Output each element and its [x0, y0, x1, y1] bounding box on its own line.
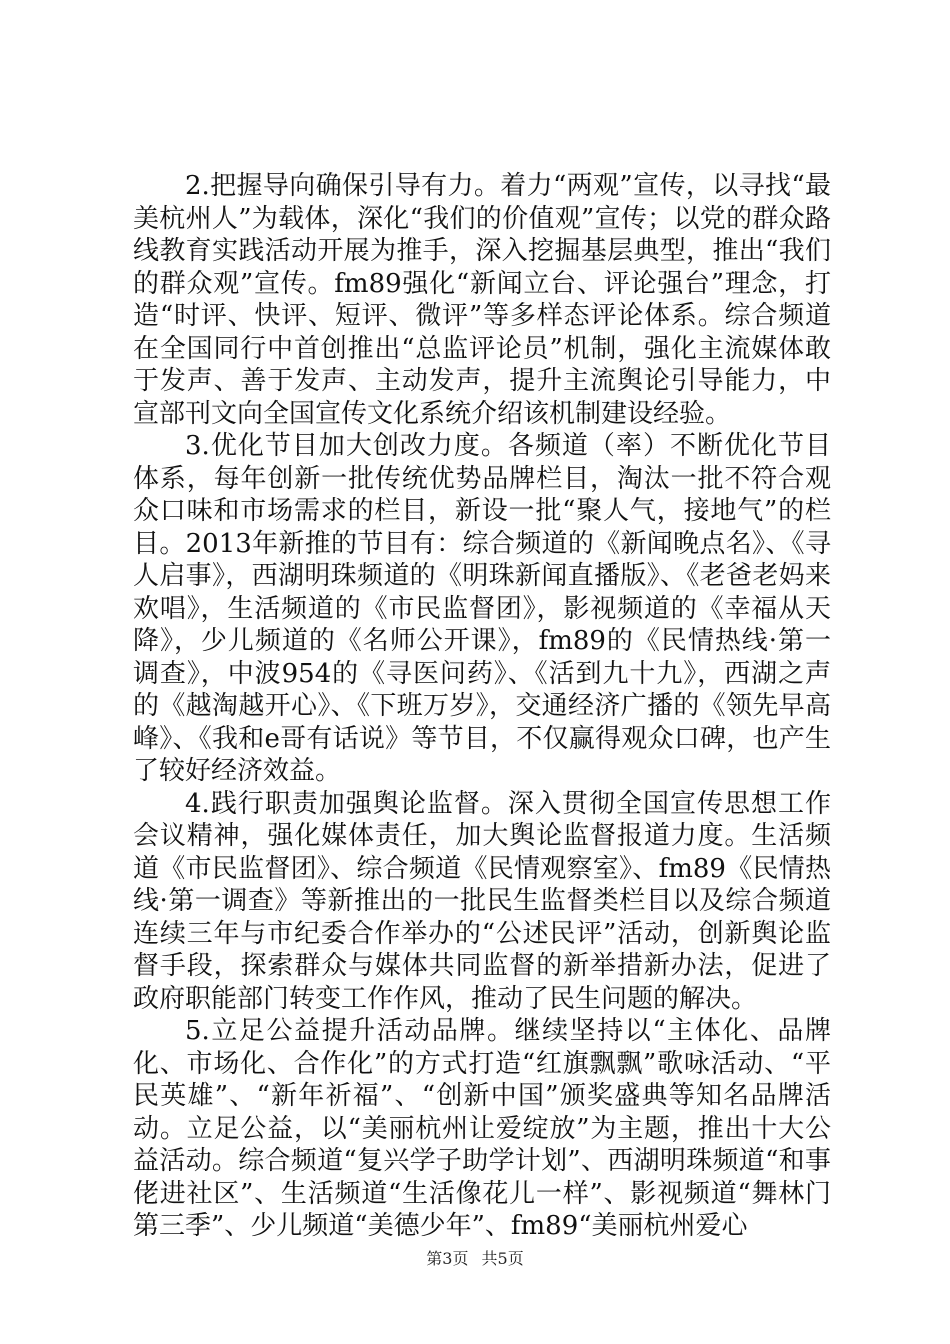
document-body — [133, 170, 831, 1243]
paragraph-4: 4.践行职责加强舆论监督。深入贯彻全国宣传思想工作会议精神，强化媒体责任，加大舆论监督报道力度。生活频道《市民监督团》、综合频道《民情观察室》、fm89《民情热线·第一调查》等新推出的一批民生监督类栏目以及综合频道连续三年与市纪委合作举办的“公述民评”活动，创新舆论监督手段，探索群众与媒体共同监督的新举措新办法，促进了政府职能部门转变工作作风，推动了民生问题的解决。 — [133, 788, 831, 1014]
page-footer — [0, 1249, 950, 1269]
page-number: 第3页 — [426, 1249, 469, 1268]
paragraph-3: 3.优化节目加大创改力度。各频道（率）不断优化节目体系，每年创新一批传统优势品牌栏目，淘汰一批不符合观众口味和市场需求的栏目，新设一批“聚人气，接地气”的栏目。2013年新推的节目有：综合频道的《新闻晚点名》、《寻人启事》，西湖明珠频道的《明珠新闻直播版》、《老爸老妈来欢唱》，生活频道的《市民监督团》，影视频道的《幸福从天降》，少儿频道的《名师公开课》，fm89的《民情热线·第一调查》，中波954的《寻医问药》、《活到九十九》，西湖之声的《越淘越开心》、《下班万岁》，交通经济广播的《领先早高峰》、《我和e哥有话说》等节目，不仅赢得观众口碑，也产生了较好经济效益。 — [133, 431, 831, 786]
paragraph-2: 2.把握导向确保引导有力。着力“两观”宣传，以寻找“最美杭州人”为载体，深化“我们的价值观”宣传；以党的群众路线教育实践活动开展为推手，深入挖掘基层典型，推出“我们的群众观”宣传。fm89强化“新闻立台、评论强台”理念，打造“时评、快评、短评、微评”等多样态评论体系。综合频道在全国同行中首创推出“总监评论员”机制，强化主流媒体敢于发声、善于发声、主动发声，提升主流舆论引导能力，中宣部刊文向全国宣传文化系统介绍该机制建设经验。 — [133, 171, 831, 429]
paragraph-5: 5.立足公益提升活动品牌。继续坚持以“主体化、品牌化、市场化、合作化”的方式打造“红旗飘飘”歌咏活动、“平民英雄”、“新年祈福”、“创新中国”颁奖盛典等知名品牌活动。立足公益，以“美丽杭州让爱绽放”为主题，推出十大公益活动。综合频道“复兴学子助学计划”、西湖明珠频道“和事佬进社区”、生活频道“生活像花儿一样”、影视频道“舞林门第三季”、少儿频道“美德少年”、fm89“美丽杭州爱心 — [133, 1016, 831, 1241]
page-total: 共5页 — [481, 1249, 524, 1268]
